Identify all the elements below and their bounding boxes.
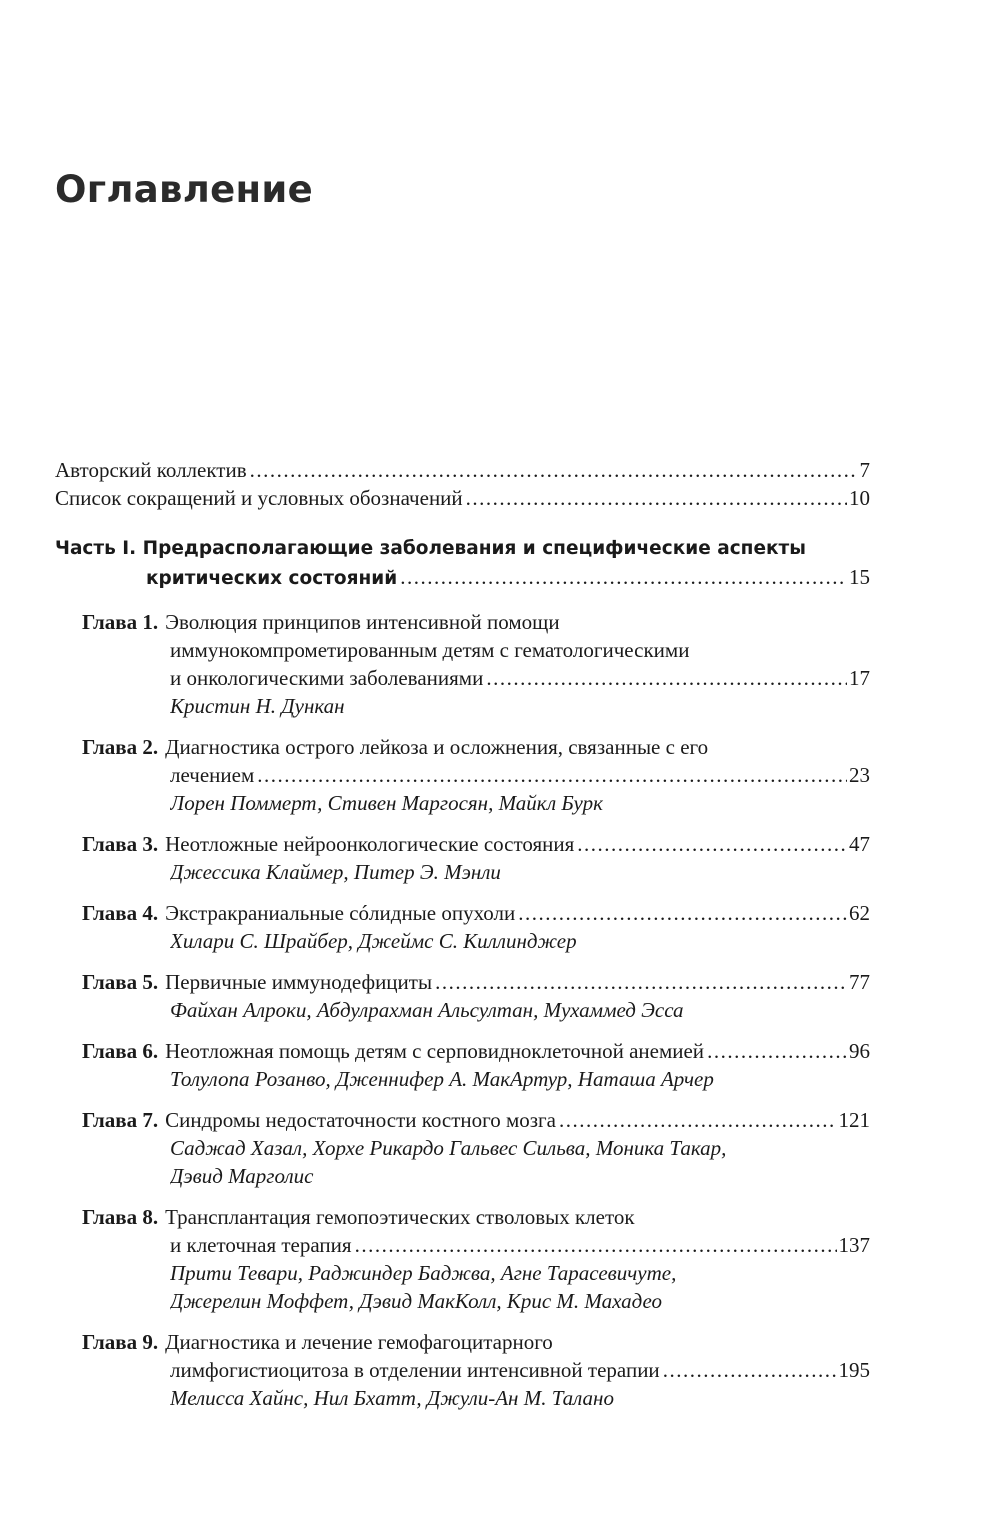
leader-dots <box>466 484 847 512</box>
leader-dots <box>663 1356 837 1384</box>
leader-dots <box>257 761 847 789</box>
author-line: Кристин Н. Дункан <box>170 694 345 718</box>
toc-page-number: 62 <box>849 901 870 925</box>
toc-chapter-9-cont <box>170 1356 870 1384</box>
author-line: Мелисса Хайнс, Нил Бхатт, Джули-Ан М. Талано <box>170 1386 614 1410</box>
part-title-line: критических состояний <box>146 568 398 589</box>
toc-chapter-2-cont <box>170 761 870 789</box>
toc-page-number: 17 <box>849 666 870 690</box>
chapter-title-line: Экстракраниальные сóлидные опухоли <box>165 901 516 925</box>
toc-chapter-2[interactable] <box>82 733 870 761</box>
toc-chapter-4[interactable] <box>82 899 870 927</box>
chapter-label: Глава 3. <box>82 832 159 856</box>
toc-page-number: 7 <box>859 458 870 482</box>
chapter-title-line: Диагностика острого лейкоза и осложнения, связанные с его <box>165 735 709 759</box>
leader-dots <box>400 563 847 591</box>
chapter-title-line: и клеточная терапия <box>170 1233 352 1257</box>
chapter-authors <box>170 927 870 955</box>
toc-chapter-8-cont <box>170 1231 870 1259</box>
leader-dots <box>486 664 847 692</box>
author-line: Джессика Клаймер, Питер Э. Мэнли <box>170 860 501 884</box>
author-line: Файхан Алроки, Абдулрахман Альсултан, Мухаммед Эсса <box>170 998 684 1022</box>
author-line: Саджад Хазал, Хорхе Рикардо Гальвес Сильва, Моника Такар, <box>170 1136 727 1160</box>
chapter-authors <box>170 692 870 720</box>
chapter-label: Глава 2. <box>82 735 159 759</box>
chapter-title-line: Диагностика и лечение гемофагоцитарного <box>165 1330 553 1354</box>
toc-page-number: 10 <box>849 486 870 510</box>
chapter-title-line: Первичные иммунодефициты <box>165 970 433 994</box>
toc-chapter-1-cont <box>170 636 870 664</box>
toc-page-number: 23 <box>849 763 870 787</box>
toc-chapter-1[interactable] <box>82 608 870 636</box>
leader-dots <box>707 1037 847 1065</box>
chapter-title-line: Неотложные нейроонкологические состояния <box>165 832 575 856</box>
chapter-title-line: лимфогистиоцитоза в отделении интенсивной терапии <box>170 1358 660 1382</box>
part-title-line: Часть I. Предрасполагающие заболевания и специфические аспекты <box>55 538 806 559</box>
author-line: Хилари С. Шрайбер, Джеймс С. Киллинджер <box>170 929 577 953</box>
chapter-authors <box>170 1259 870 1287</box>
author-line: Толулопа Розанво, Дженнифер А. МакАртур, Наташа Арчер <box>170 1067 714 1091</box>
toc-entry-abbreviations[interactable] <box>55 484 870 512</box>
toc-page-number: 121 <box>838 1108 870 1132</box>
toc-chapter-5[interactable] <box>82 968 870 996</box>
toc-chapter-6[interactable] <box>82 1037 870 1065</box>
leader-dots <box>355 1231 837 1259</box>
toc-chapter-3[interactable] <box>82 830 870 858</box>
chapter-title-line: Эволюция принципов интенсивной помощи <box>165 610 560 634</box>
toc-chapter-1-cont <box>170 664 870 692</box>
chapter-label: Глава 8. <box>82 1205 159 1229</box>
toc-page-number: 195 <box>838 1358 870 1382</box>
chapter-title-line: Синдромы недостаточности костного мозга <box>165 1108 556 1132</box>
chapter-authors <box>170 1134 870 1162</box>
toc-page-number: 137 <box>838 1233 870 1257</box>
leader-dots <box>577 830 847 858</box>
chapter-authors <box>170 1287 870 1315</box>
toc-part-1-heading-cont[interactable] <box>146 563 870 591</box>
chapter-label: Глава 4. <box>82 901 159 925</box>
chapter-authors <box>170 789 870 817</box>
chapter-label: Глава 5. <box>82 970 159 994</box>
chapter-label: Глава 7. <box>82 1108 159 1132</box>
toc-entry-title: Авторский коллектив <box>55 458 247 482</box>
chapter-authors <box>170 996 870 1024</box>
chapter-label: Глава 6. <box>82 1039 159 1063</box>
toc-chapter-9[interactable] <box>82 1328 870 1356</box>
chapter-label: Глава 9. <box>82 1330 159 1354</box>
toc-entry-title: Список сокращений и условных обозначений <box>55 486 463 510</box>
chapter-authors <box>170 1384 870 1412</box>
author-line: Дэвид Марголис <box>170 1164 314 1188</box>
chapter-label: Глава 1. <box>82 610 159 634</box>
chapter-title-line: лечением <box>170 763 255 787</box>
leader-dots <box>435 968 847 996</box>
chapter-title-line: Неотложная помощь детям с серповидноклеточной анемией <box>165 1039 705 1063</box>
chapter-authors <box>170 858 870 886</box>
leader-dots <box>250 456 858 484</box>
toc-chapter-7[interactable] <box>82 1106 870 1134</box>
author-line: Лорен Поммерт, Стивен Маргосян, Майкл Бурк <box>170 791 603 815</box>
toc-entry-authors[interactable] <box>55 456 870 484</box>
leader-dots <box>518 899 847 927</box>
author-line: Джерелин Моффет, Дэвид МакКолл, Крис М. Махадео <box>170 1289 663 1313</box>
page-title: Оглавление <box>55 168 314 211</box>
toc-page-number: 15 <box>849 565 870 589</box>
toc-page-number: 96 <box>849 1039 870 1063</box>
chapter-authors <box>170 1162 870 1190</box>
toc-part-1-heading[interactable] <box>55 535 870 563</box>
chapter-title-line: Трансплантация гемопоэтических стволовых клеток <box>165 1205 635 1229</box>
author-line: Прити Тевари, Раджиндер Баджва, Агне Тарасевичуте, <box>170 1261 677 1285</box>
toc-chapter-8[interactable] <box>82 1203 870 1231</box>
leader-dots <box>559 1106 837 1134</box>
toc-page-number: 47 <box>849 832 870 856</box>
chapter-authors <box>170 1065 870 1093</box>
toc-page-number: 77 <box>849 970 870 994</box>
chapter-title-line: иммунокомпрометированным детям с гематологическими <box>170 638 690 662</box>
chapter-title-line: и онкологическими заболеваниями <box>170 666 484 690</box>
